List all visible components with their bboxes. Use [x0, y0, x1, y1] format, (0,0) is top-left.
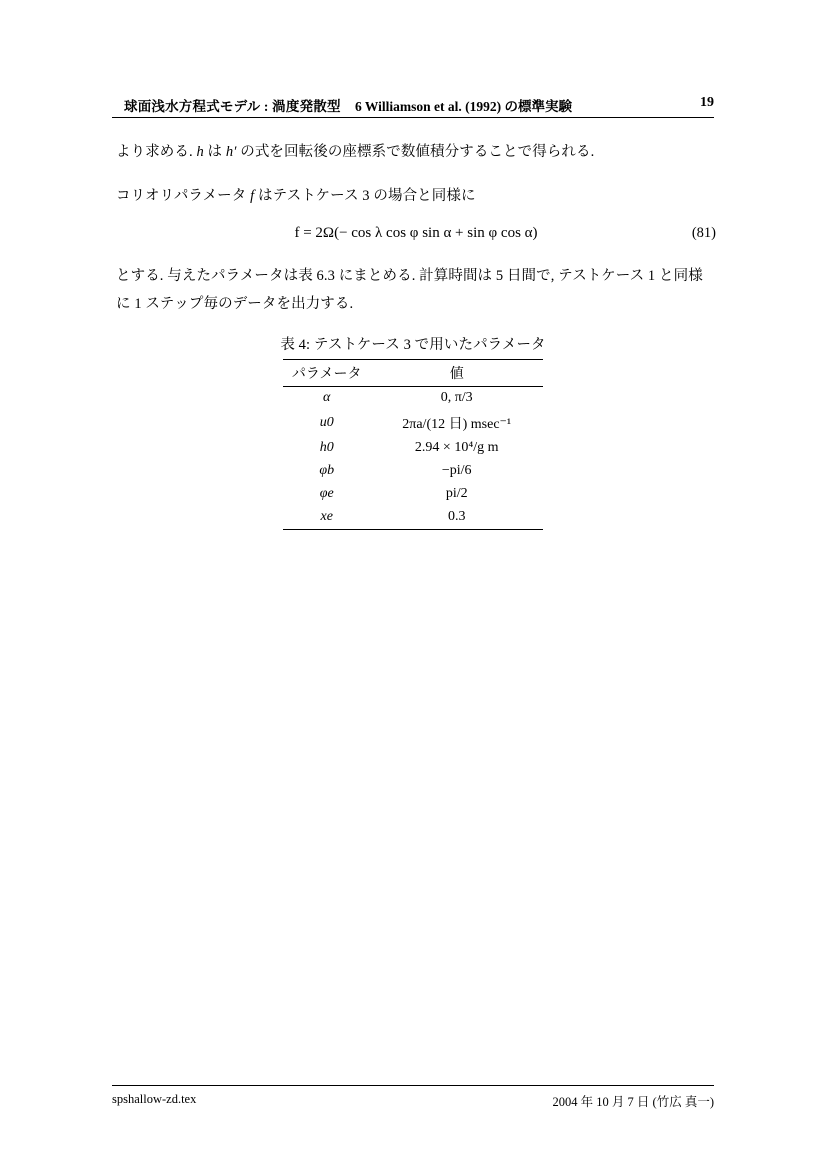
- table-row: [283, 410, 543, 437]
- table-column-header-parameter: パラメータ: [283, 360, 370, 387]
- table-cell-key: u0: [319, 415, 334, 430]
- paragraph-intro-text-1: より求める.: [116, 144, 197, 160]
- paragraph-coriolis: [116, 182, 716, 210]
- table-header-row: [283, 360, 543, 387]
- table-cell-key: α: [323, 390, 331, 405]
- table-row: [283, 387, 543, 411]
- paragraph-intro-text-3: の式を回転後の座標系で数値積分することで得られる.: [236, 144, 595, 160]
- paragraph-intro: [116, 138, 716, 166]
- equation-block: [116, 225, 716, 251]
- table-cell-value: 0, π/3: [440, 390, 473, 405]
- table-row: [283, 437, 543, 460]
- paragraph-parameters: とする. 与えたパラメータは表 6.3 にまとめる. 計算時間は 5 日間で, テストケース 1 と同様に 1 ステップ毎のデータを出力する.: [116, 268, 703, 312]
- table-cell-value: 2πa/(12 日) msec⁻¹: [402, 417, 512, 432]
- table-cell-value: 0.3: [370, 506, 543, 530]
- table-row: [283, 460, 543, 483]
- parameters-table: [283, 359, 543, 530]
- table-cell-value: pi/2: [445, 486, 468, 501]
- table-cell-key: φb: [319, 463, 335, 478]
- symbol-h: h: [196, 144, 204, 160]
- equation-number: (81): [691, 225, 716, 241]
- footer-filename: spshallow-zd.tex: [112, 1092, 197, 1106]
- table-column-header-value: 値: [370, 360, 543, 387]
- header-chapter-title: 6 Williamson et al. (1992) の標準実験: [355, 99, 573, 114]
- table-cell-value: −pi/6: [441, 463, 472, 478]
- running-header: [112, 95, 714, 117]
- paragraph-coriolis-text-2: はテストケース 3 の場合と同様に: [254, 188, 476, 204]
- symbol-f: f: [250, 188, 255, 204]
- header-divider: [112, 117, 714, 118]
- table-row: [283, 483, 543, 506]
- equation-expression: f = 2Ω(− cos λ cos φ sin α + sin φ cos α): [294, 225, 538, 241]
- table-caption: 表 4: テストケース 3 で用いたパラメータ: [280, 337, 546, 353]
- table-row: [283, 506, 543, 530]
- page-number: 19: [700, 95, 714, 110]
- paragraph-coriolis-text-1: コリオリパラメータ: [116, 188, 251, 204]
- symbol-h-prime: h′: [225, 144, 237, 160]
- table-cell-key: xe: [283, 506, 370, 530]
- table-cell-key: φe: [319, 486, 334, 501]
- footer-divider: [112, 1085, 714, 1086]
- footer-date-author: 2004 年 10 月 7 日 (竹広 真一): [552, 1095, 714, 1109]
- paragraph-intro-text-2: は: [203, 144, 226, 160]
- table-cell-key: h0: [319, 440, 334, 455]
- table-block: [0, 333, 826, 530]
- header-section-title: 球面浅水方程式モデル : 渦度発散型: [124, 99, 341, 114]
- table-cell-value: 2.94 × 10⁴/g m: [414, 440, 499, 455]
